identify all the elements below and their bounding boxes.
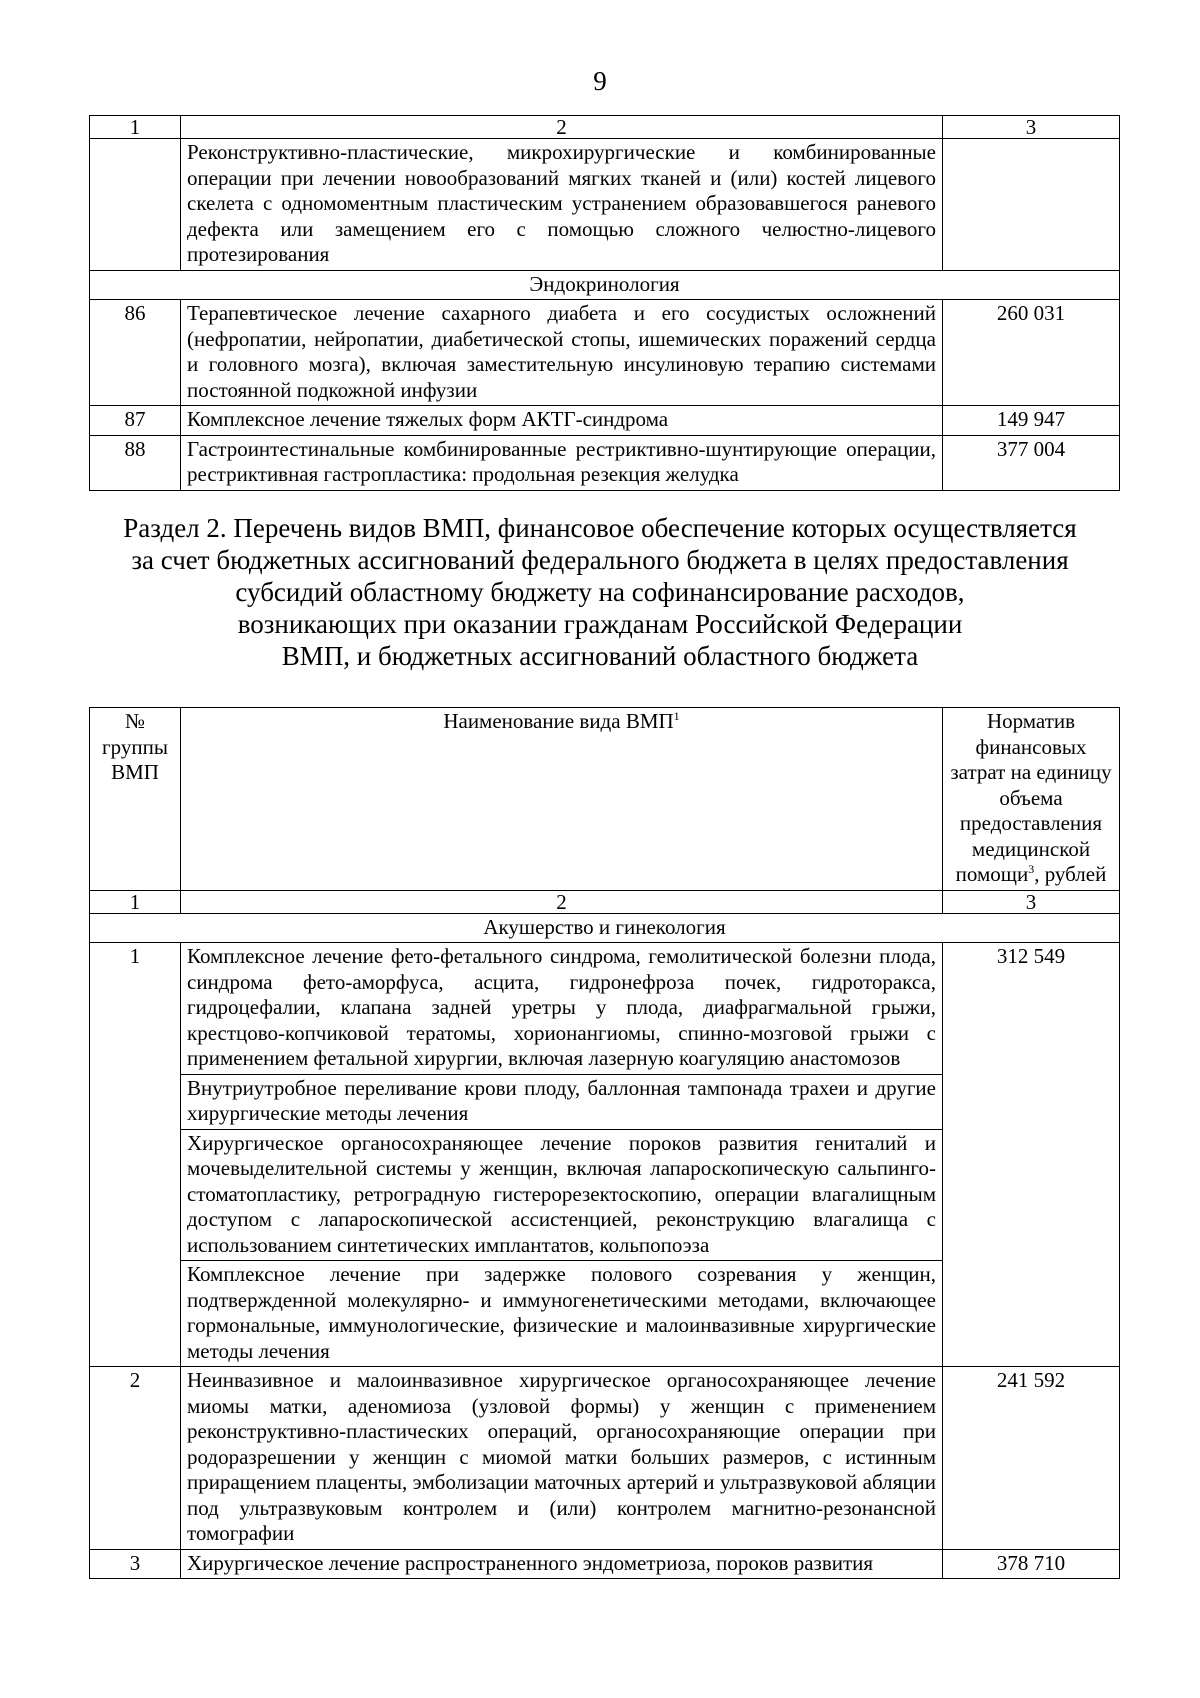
group-number: 1 xyxy=(90,943,181,1367)
page-number: 9 xyxy=(593,66,607,96)
section-row xyxy=(90,270,1120,300)
treatment-description: Реконструктивно-пластические, микрохирургические и комбинированные операции при лечении новообразований мягких тканей и (или) костей лицевого скелета с одномоментным пластическим устранением образовавшегося раневого дефекта или замещением его с помощью сложного челюстно-лицевого протезирования xyxy=(181,139,943,271)
header-cost-norm-text: Норматив финансовых затрат на единицу объема предоставления медицинской помощи xyxy=(950,709,1112,886)
treatment-description: Неинвазивное и малоинвазивное хирургическое органосохраняющее лечение миомы матки, аденомиоза (узловой формы) у женщин с применением реконструктивно-пластических операций, органосохраняющие операции при родоразрешении у женщин с миомой матки больших размеров, с истинным приращением плаценты, эмболизации маточных артерий и ультразвуковой абляции под ультразвуковым контролем и (или) контролем магнитно-резонансной томографии xyxy=(181,1367,943,1550)
section-row xyxy=(90,913,1120,943)
column-number: 2 xyxy=(181,890,943,913)
cost-norm: 241 592 xyxy=(943,1367,1120,1550)
table-row xyxy=(90,1549,1120,1579)
column-number: 3 xyxy=(943,890,1120,913)
section-title-line: субсидий областному бюджету на софинансирование расходов, xyxy=(235,577,965,607)
section-heading-obstetrics: Акушерство и гинекология xyxy=(90,913,1120,943)
footnote-marker: 3 xyxy=(1028,862,1035,876)
treatment-description: Комплексное лечение при задержке полового созревания у женщин, подтвержденной молекулярно- и иммуногенетическими методами, включающее гормональные, иммунологические, физические и малоинвазивные хирургические методы лечения xyxy=(181,1261,943,1367)
header-cost-norm xyxy=(943,708,1120,891)
treatment-description: Гастроинтестинальные комбинированные рестриктивно-шунтирующие операции, рестриктивная гастропластика: продольная резекция желудка xyxy=(181,435,943,490)
column-number-row xyxy=(90,890,1120,913)
vmp-table xyxy=(89,707,1120,1579)
cost-norm: 312 549 xyxy=(943,943,1120,1367)
header-cost-norm-unit: , рублей xyxy=(1034,862,1107,886)
treatment-description: Хирургическое лечение распространенного эндометриоза, пороков развития xyxy=(181,1549,943,1579)
column-number: 1 xyxy=(90,890,181,913)
table-row xyxy=(90,1367,1120,1550)
treatment-description: Внутриутробное переливание крови плоду, баллонная тампонада трахеи и другие хирургические методы лечения xyxy=(181,1074,943,1129)
cost-norm: 149 947 xyxy=(943,406,1120,436)
section-title xyxy=(60,512,1140,672)
cost-norm: 378 710 xyxy=(943,1549,1120,1579)
table-row xyxy=(90,406,1120,436)
group-number: 86 xyxy=(90,300,181,406)
section-title-line: Раздел 2. Перечень видов ВМП, финансовое обеспечение которых осуществляется xyxy=(123,513,1077,543)
column-number-row xyxy=(90,116,1120,139)
header-group-number: № группы ВМП xyxy=(90,708,181,891)
group-number: 88 xyxy=(90,435,181,490)
column-number: 3 xyxy=(943,116,1120,139)
section-title-line: возникающих при оказании гражданам Российской Федерации xyxy=(237,609,963,639)
footnote-marker: 1 xyxy=(673,709,680,723)
group-number: 87 xyxy=(90,406,181,436)
header-vmp-name xyxy=(181,708,943,891)
table-row xyxy=(90,435,1120,490)
table-row xyxy=(90,943,1120,1075)
section-title-line: за счет бюджетных ассигнований федерального бюджета в целях предоставления xyxy=(131,545,1069,575)
treatment-description: Комплексное лечение тяжелых форм АКТГ-синдрома xyxy=(181,406,943,436)
treatment-description: Терапевтическое лечение сахарного диабета и его сосудистых осложнений (нефропатии, нейропатии, диабетической стопы, ишемических поражений сердца и головного мозга), включая заместительную инсулиновую терапию системами постоянной подкожной инфузии xyxy=(181,300,943,406)
treatment-description: Комплексное лечение фето-фетального синдрома, гемолитической болезни плода, синдрома фето-аморфуса, асцита, гидронефроза почек, гидроторакса, гидроцефалии, клапана задней уретры у плода, диафрагмальной грыжи, крестцово-копчиковой тератомы, хорионангиомы, спинно-мозговой грыжи с применением фетальной хирургии, включая лазерную коагуляцию анастомозов xyxy=(181,943,943,1075)
header-row xyxy=(90,708,1120,891)
header-vmp-name-text: Наименование вида ВМП xyxy=(443,709,674,733)
cost-norm: 260 031 xyxy=(943,300,1120,406)
section-title-line: ВМП, и бюджетных ассигнований областного бюджета xyxy=(281,641,919,671)
continued-table xyxy=(89,115,1120,491)
treatment-description: Хирургическое органосохраняющее лечение пороков развития гениталий и мочевыделительной системы у женщин, включая лапароскопическую сальпинго-стоматопластику, ретроградную гистерорезектоскопию, операции влагалищным доступом с лапароскопической ассистенцией, реконструкцию влагалища с использованием синтетических имплантатов, кольпопоэза xyxy=(181,1129,943,1261)
table-row xyxy=(90,300,1120,406)
column-number: 2 xyxy=(181,116,943,139)
group-number xyxy=(90,139,181,271)
cost-norm xyxy=(943,139,1120,271)
table-row xyxy=(90,139,1120,271)
section-heading-endocrinology: Эндокринология xyxy=(90,270,1120,300)
column-number: 1 xyxy=(90,116,181,139)
group-number: 2 xyxy=(90,1367,181,1550)
group-number: 3 xyxy=(90,1549,181,1579)
cost-norm: 377 004 xyxy=(943,435,1120,490)
